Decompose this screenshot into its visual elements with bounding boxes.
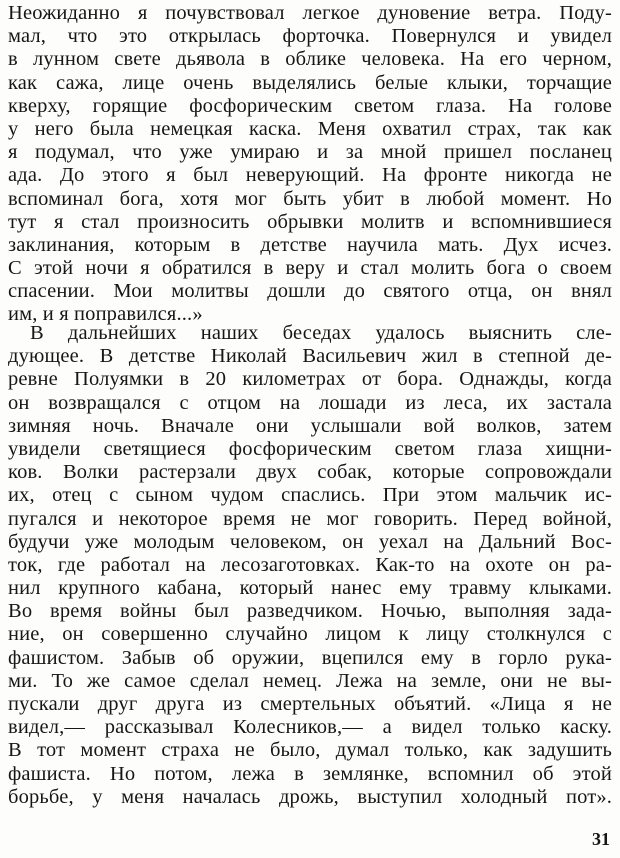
text-line: в лунном свете дьявола в облике человека. На его черном,	[8, 48, 612, 71]
text-line: пугался и некоторое время не мог говорить. Перед войной,	[8, 507, 612, 530]
text-line: как сажа, лице очень выделялись белые клыки, торчащие	[8, 71, 612, 94]
text-line: дующее. В детстве Николай Васильевич жил в степной де-	[8, 345, 612, 368]
text-line: я подумал, что уже умираю и за мной пришел посланец	[8, 141, 612, 164]
text-line: фашиста. Но потом, лежа в землянке, вспомнил об этой	[8, 762, 612, 785]
text-line: мал, что это открылась форточка. Повернулся и увидел	[8, 25, 612, 48]
text-line: пускали друг друга из смертельных объятий. «Лица я не	[8, 693, 612, 715]
text-line: ми. То же самое сделал немец. Лежа на земле, они не вы-	[8, 669, 612, 692]
text-line: С этой ночи я обратился в веру и стал молить бога о своем	[8, 257, 612, 280]
text-line: их, отец с сыном чудом спаслись. При этом мальчик ис-	[8, 484, 612, 507]
text-line: ние, он совершенно случайно лицом к лицу столкнулся с	[8, 623, 612, 646]
text-line: заклинания, которым в детстве научила мать. Дух исчез.	[8, 233, 612, 256]
paragraph-2	[8, 322, 612, 809]
text-line: ада. До этого я был неверующий. На фронте никогда не	[8, 164, 612, 187]
text-line: у него была немецкая каска. Меня охватил страх, так как	[8, 117, 612, 140]
text-line: Во время войны был разведчиком. Ночью, выполняя зада-	[8, 600, 612, 623]
text-line: видел,— рассказывал Колесников,— а видел только каску.	[8, 716, 612, 739]
text-line: кверху, горящие фосфорическим светом глаза. На голове	[8, 94, 612, 117]
text-line: В дальнейших наших беседах удалось выяснить сле-	[30, 322, 612, 344]
text-line: вспоминал бога, хотя мог быть убит в любой момент. Но	[8, 187, 612, 210]
text-line: ков. Волки растерзали двух собак, которые сопровождали	[8, 461, 612, 484]
text-line: Неожиданно я почувствовал легкое дуновение ветра. Поду-	[8, 2, 612, 24]
page-number: 31	[592, 829, 610, 849]
text-line: ток, где работал на лесозаготовках. Как-то на охоте он ра-	[8, 553, 612, 576]
text-line: им, и я поправился...»	[8, 303, 203, 326]
text-line: будучи уже молодым человеком, он уехал на Дальний Вос-	[8, 530, 612, 553]
text-line: зимняя ночь. Вначале они услышали вой волков, затем	[8, 414, 612, 437]
text-line: нил крупного кабана, который нанес ему травму клыками.	[8, 577, 612, 600]
text-line: борьбе, у меня началась дрожь, выступил холодный пот».	[8, 785, 612, 808]
text-line: он возвращался с отцом на лошади из леса, их застала	[8, 391, 612, 414]
text-line: В тот момент страха не было, думал только, как задушить	[8, 739, 612, 762]
text-line: ревне Полуямки в 20 километрах от бора. Однажды, когда	[8, 368, 612, 391]
text-line: увидели светящиеся фосфорическим светом глаза хищни-	[8, 437, 612, 460]
text-line: фашистом. Забыв об оружии, вцепился ему в горло рука-	[8, 646, 612, 669]
text-line: спасении. Мои молитвы дошли до святого отца, он внял	[8, 280, 612, 303]
paragraph-1	[8, 2, 612, 327]
text-line: тут я стал произносить обрывки молитв и вспомнившиеся	[8, 210, 612, 233]
